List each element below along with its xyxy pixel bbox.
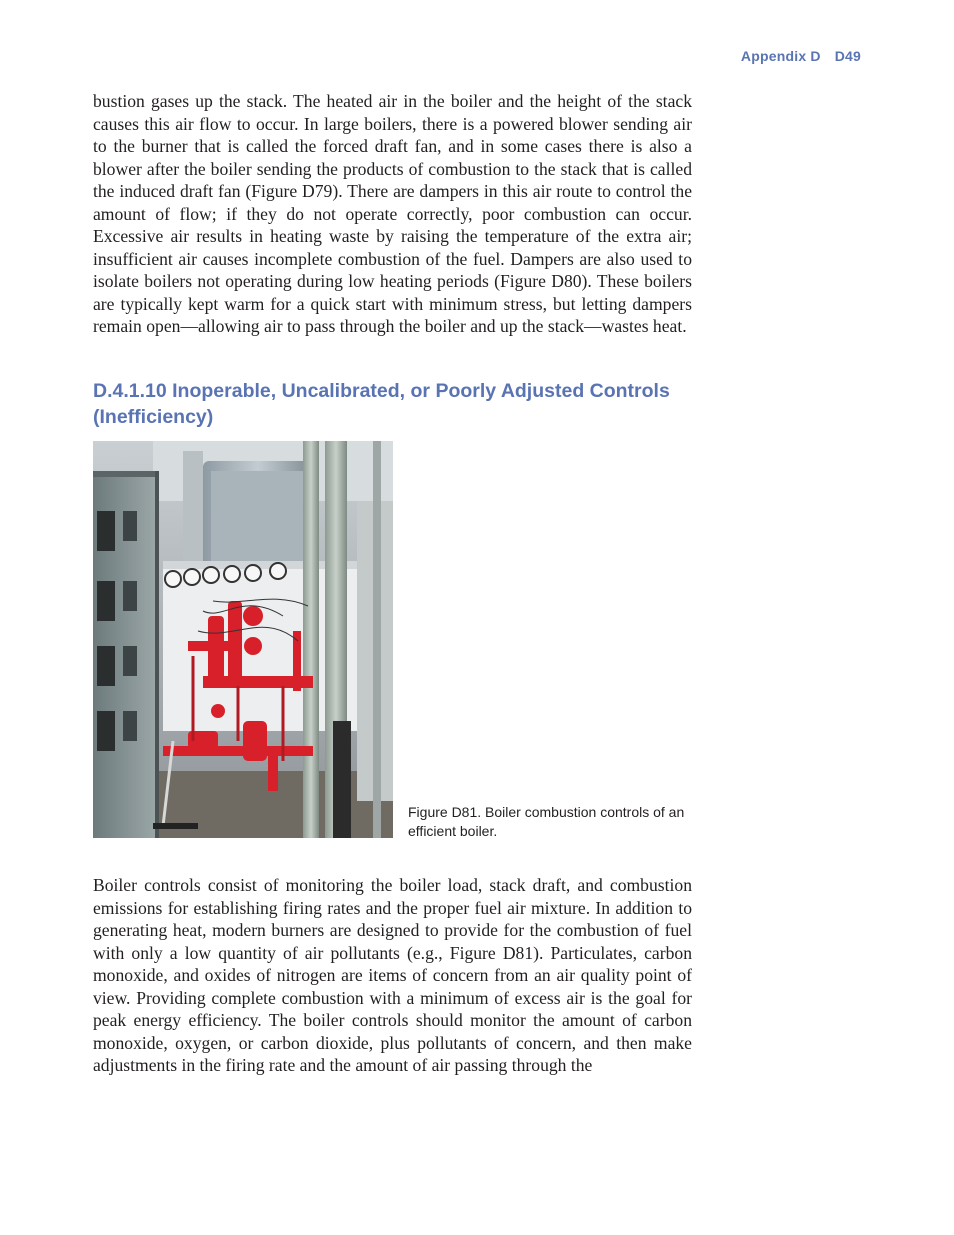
figure-caption: Figure D81. Boiler combustion controls of an efficient boiler. — [408, 804, 685, 839]
section-heading: D.4.1.10 Inoperable, Uncalibrated, or Poorly Adjusted Controls (Inefficiency) — [93, 380, 670, 428]
running-head-section: Appendix D — [740, 48, 821, 64]
boiler-controls-photo — [93, 441, 393, 838]
body-paragraph-controls: Boiler controls consist of monitoring the boiler load, stack draft, and combustion emissions for establishing firing rates and the proper fuel air mixture. In addition to generating heat, modern burners are designed to provide for the combustion of fuel with only a low quantity of air pollutants (e.g., Figure D81). Particulates, carbon monoxide, and oxides of nitrogen are items of concern from an air quality point of view. Providing complete combustion with a minimum of excess air is the goal for peak energy efficiency. The boiler controls should monitor the amount of carbon monoxide, oxygen, or carbon dioxide, plus pollutants of concern, and then make adjustments in the firing rate and the amount of air passing through the — [93, 875, 692, 1075]
body-paragraph-intro: bustion gases up the stack. The heated air in the boiler and the height of the stack causes this air flow to occur. In large boilers, there is a powered blower sending air to the burner that is called the forced draft fan, and in some cases there is also a blower after the boiler sending the products of combustion to the stack that is called the induced draft fan (Figure D79). There are dampers in this air route to control the amount of flow; if they do not operate correctly, poor combustion can occur. Excessive air results in heating waste by raising the temperature of the extra air; insufficient air causes incomplete combustion of the fuel. Dampers are also used to isolate boilers not operating during low heating periods (Figure D80). These boilers are typically kept warm for a quick start with minimum stress, but letting dampers remain open—allowing air to pass through the boiler and up the stack—wastes heat. — [93, 91, 692, 336]
running-head — [741, 48, 861, 64]
page-number: D49 — [834, 48, 861, 64]
